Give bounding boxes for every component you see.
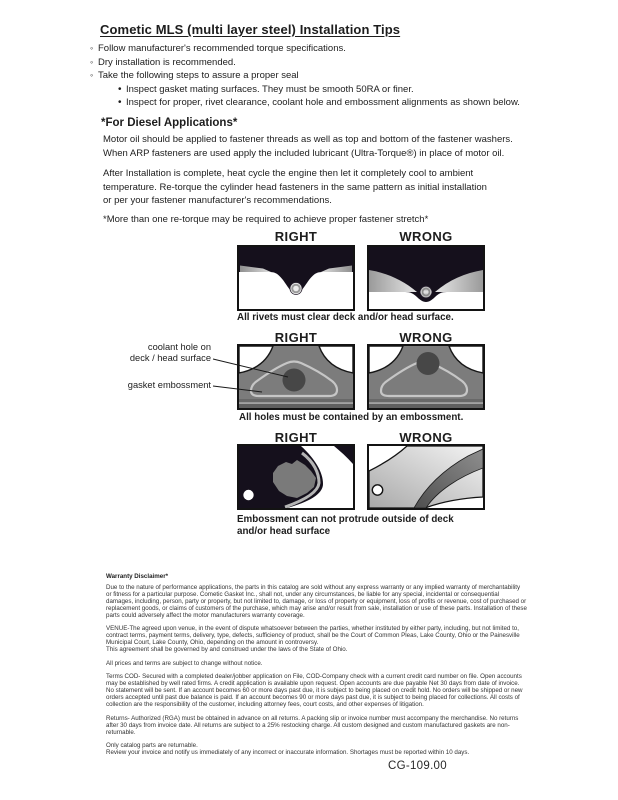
page-code: CG-109.00	[388, 760, 447, 772]
tip-bullet	[90, 42, 520, 56]
disclaimer-paragraph: All prices and terms are subject to change without notice.	[106, 659, 263, 667]
disclaimer-paragraph: Due to the nature of performance applications, the parts in this catalog are sold without any express warranty or any implied warranty of merchantability or fitness for a particular purpose. Cometic Gasket Inc., shall not, under any circumstances, be liable for any special, incidental or consequential damages, including, person, party or property, but not limited to, damage, or loss of property or equipment, loss of profits or revenue, cost of purchased or replacement goods, or claims of customers of the purchase, which may arise and/or result from sale, installation or use of these parts. Installation of these parts could adversely affect the motor manufacturers warranty coverage.	[106, 583, 527, 619]
filled-bullet-icon: •	[118, 83, 122, 95]
embossment-containment-right-diagram	[237, 344, 355, 410]
open-bullet-icon: ◦	[90, 70, 94, 80]
disclaimer-paragraph: Review your invoice and notify us immediately of any incorrect or inaccurate information. Shortages must be reported within 10 days.	[106, 749, 470, 756]
embossment-containment-wrong-diagram	[367, 344, 485, 410]
tip-bullet	[90, 69, 520, 83]
retorque-note: *More than one re-torque may be required to achieve proper fastener stretch*	[103, 214, 429, 225]
diesel-paragraph-2: After Installation is complete, heat cycle the engine then let it completely cool to ambient temperature. Re-torque the cylinder head fasteners in the same pattern as initial installation or per your fastener manufacturer's recommendations.	[103, 168, 487, 206]
diesel-paragraph-1: Motor oil should be applied to fastener threads as well as top and bottom of the fastener washers. When ARP fasteners are used apply the included lubricant (Ultra-Torque®) in place of motor oil.	[103, 134, 513, 159]
warranty-disclaimer-heading: Warranty Disclaimer*	[106, 573, 169, 580]
row1-right-label: RIGHT	[274, 229, 318, 244]
gasket-embossment-annotation: gasket embossment	[127, 380, 211, 390]
embossment-protrusion-wrong-diagram	[367, 444, 485, 510]
row3-wrong-label: WRONG	[399, 430, 453, 445]
row1-wrong-label: WRONG	[399, 229, 453, 244]
warranty-disclaimer	[106, 573, 527, 763]
row1-caption: All rivets must clear deck and/or head surface.	[237, 312, 454, 323]
tip-bullet-text: Dry installation is recommended.	[98, 56, 236, 68]
tip-bullet-text: Take the following steps to assure a proper seal	[98, 70, 299, 81]
page-title: Cometic MLS (multi layer steel) Installation Tips	[100, 22, 401, 37]
filled-bullet-icon: •	[118, 97, 122, 108]
disclaimer-paragraph: This agreement shall be governed by and construed under the laws of the State of Ohio.	[106, 646, 348, 653]
open-bullet-icon: ◦	[90, 56, 94, 67]
tip-bullet	[90, 56, 520, 70]
disclaimer-paragraph: Returns- Authorized (RGA) must be obtained in advance on all returns. A packing slip or invoice number must accompany the merchandise. No returns after 30 days from invoice date. All returns are subject to a 25% restocking charge. All custom designed and custom manufactured gaskets are non-returnable.	[106, 714, 519, 736]
row2-right-label: RIGHT	[274, 330, 318, 345]
row3-caption: Embossment can not protrude outside of deck and/or head surface	[237, 514, 454, 537]
rivet-clearance-wrong-diagram	[367, 245, 485, 311]
open-bullet-icon: ◦	[90, 43, 94, 53]
row3-right-label: RIGHT	[274, 430, 318, 445]
disclaimer-paragraph: VENUE-The agreed upon venue, in the event of dispute whatsoever between the parties, whether instituted by either party, including, but not limited to, contract terms, payment terms, delivery, type, defects, sufficiency of product, shall be the Court of Common Pleas, Lake County, Ohio or the Painesville Municipal Court, Lake County, Ohio, depending on the amount in controversy.	[106, 625, 520, 646]
tip-sub-bullet	[90, 83, 520, 97]
embossment-protrusion-right-diagram	[237, 444, 355, 510]
installation-tips-list	[90, 42, 520, 110]
tip-bullet-text: Follow manufacturer's recommended torque specifications.	[98, 43, 346, 54]
row2-caption: All holes must be contained by an embossment.	[239, 412, 464, 423]
coolant-hole-annotation: coolant hole on deck / head surface	[129, 342, 211, 363]
tip-sub-bullet-text: Inspect for proper, rivet clearance, coolant hole and embossment alignments as shown below.	[126, 97, 520, 108]
rivet-clearance-right-diagram	[237, 245, 355, 311]
tip-sub-bullet-text: Inspect gasket mating surfaces. They must be smooth 50RA or finer.	[126, 83, 414, 95]
diesel-applications-heading: *For Diesel Applications*	[101, 117, 238, 129]
disclaimer-paragraph: Only catalog parts are returnable.	[106, 742, 198, 749]
row2-wrong-label: WRONG	[399, 330, 453, 345]
tip-sub-bullet	[90, 96, 520, 110]
disclaimer-paragraph: Terms COD- Secured with a completed dealer/jobber application on File, COD-Company check with a current credit card number on file. Open accounts may be established by well rated firms. A credit application is available upon request. Open accounts are due payable Net 30 days from date of invoice. No statement will be sent. If an account becomes 60 or more days past due, it is subject to being placed on credit hold. No orders will be shipped or new orders accepted until past due balance is paid. If an account becomes 90 or more days past due, it is subject to being placed for collections. All costs of collection are the responsibility of the customer, including attorney fees, court costs, and other expenses of litigation.	[106, 673, 523, 708]
